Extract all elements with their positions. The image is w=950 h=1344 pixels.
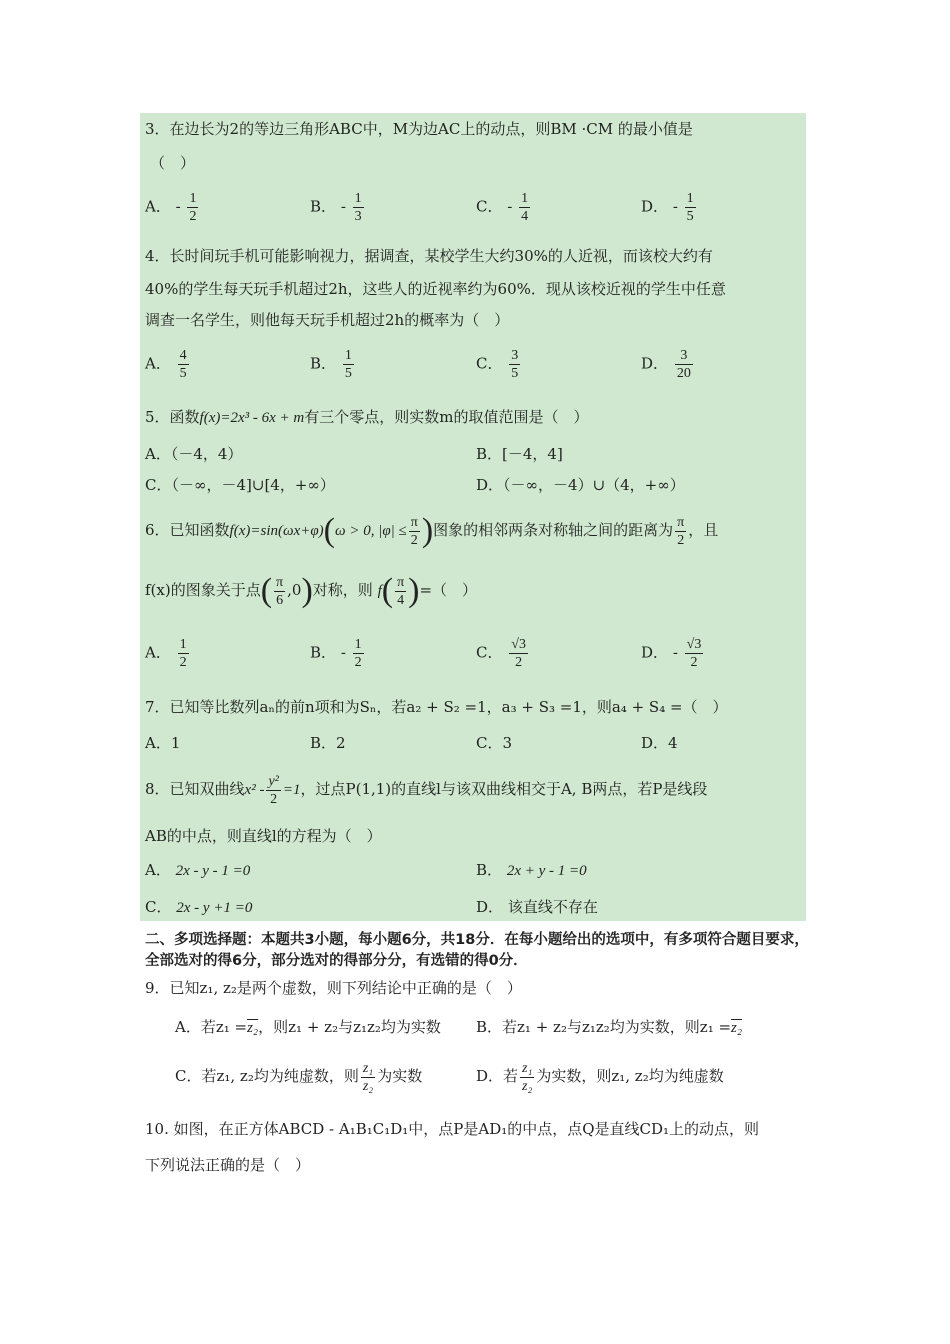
q5-option-d[interactable]: D．（－∞，－4）∪（4，+∞） xyxy=(476,476,685,494)
q8-option-a[interactable]: A． 2x - y - 1 =0 xyxy=(145,861,251,879)
q6-line2: f(x)的图象关于点( $\frac{\pi}{6}$ ,0)对称，则 f( $\frac{\pi}{4}$ )=（ ） xyxy=(145,572,478,609)
q9-option-b[interactable]: B．若z₁ + z₂与z₁z₂均为实数，则z₁ =z₂ xyxy=(476,1018,743,1036)
q10-line1: 10. 如图，在正方体ABCD - A₁B₁C₁D₁中，点P是AD₁的中点，点Q是直线CD₁上的动点，则 xyxy=(145,1120,760,1138)
q6-option-c[interactable]: C． $\frac{√3}{2}$ xyxy=(476,637,526,670)
q4-option-c[interactable]: C． $\frac{3}{5}$ xyxy=(476,348,519,381)
q4-line1: 4．长时间玩手机可能影响视力，据调查，某校学生大约30%的人近视，而该校大约有 xyxy=(145,247,713,265)
q7-option-c[interactable]: C．3 xyxy=(476,734,513,752)
q8-line1: 8．已知双曲线x² - $\frac{\text{y²}}{2}$ =1，过点P(1,1)的直线l与该双曲线相交于A, B两点，若P是线段 xyxy=(145,773,708,807)
q9-stem: 9．已知z₁, z₂是两个虚数，则下列结论中正确的是（ ） xyxy=(145,979,522,997)
q6-option-d[interactable]: D． - $\frac{√3}{2}$ xyxy=(641,637,702,670)
q8-option-b[interactable]: B． 2x + y - 1 =0 xyxy=(476,861,587,879)
q3-option-d[interactable]: D． - $\frac{1}{5}$ xyxy=(641,191,694,224)
q4-option-a[interactable]: A． $\frac{4}{5}$ xyxy=(145,348,187,381)
q6-option-b[interactable]: B． - $\frac{1}{2}$ xyxy=(310,637,362,670)
q9-option-a[interactable]: A．若z₁ =z₂，则z₁ + z₂与z₁z₂均为实数 xyxy=(175,1018,441,1036)
q8-line2: AB的中点，则直线l的方程为（ ） xyxy=(145,827,382,845)
q4-option-b[interactable]: B． $\frac{1}{5}$ xyxy=(310,348,352,381)
q7-option-d[interactable]: D．4 xyxy=(641,734,678,752)
q7-option-b[interactable]: B．2 xyxy=(310,734,346,752)
q4-line2: 40%的学生每天玩手机超过2h，这些人的近视率约为60%．现从该校近视的学生中任意 xyxy=(145,280,726,298)
q5-option-a[interactable]: A．（－4，4） xyxy=(145,445,243,463)
q5-stem: 5．函数f(x)=2x³ - 6x + m有三个零点，则实数m的取值范围是（ ） xyxy=(145,408,589,426)
q8-option-c[interactable]: C． 2x - y +1 =0 xyxy=(145,898,253,916)
q3-option-a[interactable]: A． - $\frac{1}{2}$ xyxy=(145,191,197,224)
q5-formula: f(x)=2x³ - 6x + m xyxy=(199,410,305,426)
q10-line2: 下列说法正确的是（ ） xyxy=(145,1156,311,1174)
section-heading: 二、多项选择题：本题共3小题，每小题6分，共18分．在每小题给出的选项中，有多项符合题目要求，全部选对的得6分，部分选对的得部分分，有选错的得0分． xyxy=(145,932,809,969)
q6-line1: 6．已知函数f(x)=sin(ωx+φ)(ω > 0, |φ| ≤ $\frac{\pi}{2}$ )图象的相邻两条对称轴之间的距离为 $\frac{\pi}{2}$ ，且 xyxy=(145,512,719,549)
q8-option-d[interactable]: D． 该直线不存在 xyxy=(476,898,598,916)
q3-option-c[interactable]: C． - $\frac{1}{4}$ xyxy=(476,191,529,224)
q3-stem: 3．在边长为2的等边三角形ABC中，M为边AC上的动点，则BM ·CM 的最小值是 xyxy=(145,120,693,138)
q5-option-b[interactable]: B．[－4，4] xyxy=(476,445,563,463)
q7-option-a[interactable]: A．1 xyxy=(145,734,181,752)
q7-stem: 7．已知等比数列aₙ的前n项和为Sₙ，若a₂ + S₂ =1，a₃ + S₃ =1，则a₄ + S₄ =（ ） xyxy=(145,698,728,716)
q3-blank: （ ） xyxy=(150,154,196,172)
q3-option-b[interactable]: B． - $\frac{1}{3}$ xyxy=(310,191,362,224)
q9-option-c[interactable]: C．若z₁, z₂均为纯虚数，则 $\frac{\text{z₁}}{\text{z₂}}$ 为实数 xyxy=(175,1060,423,1094)
q5-option-c[interactable]: C．（－∞，－4]∪[4，+∞） xyxy=(145,476,335,494)
q9-option-d[interactable]: D．若 $\frac{\text{z₁}}{\text{z₂}}$ 为实数，则z₁, z₂均为纯虚数 xyxy=(476,1060,724,1094)
q4-line3: 调查一名学生，则他每天玩手机超过2h的概率为（ ） xyxy=(145,311,510,329)
q6-option-a[interactable]: A． $\frac{1}{2}$ xyxy=(145,637,187,670)
q4-option-d[interactable]: D． $\frac{3}{20}$ xyxy=(641,348,691,381)
